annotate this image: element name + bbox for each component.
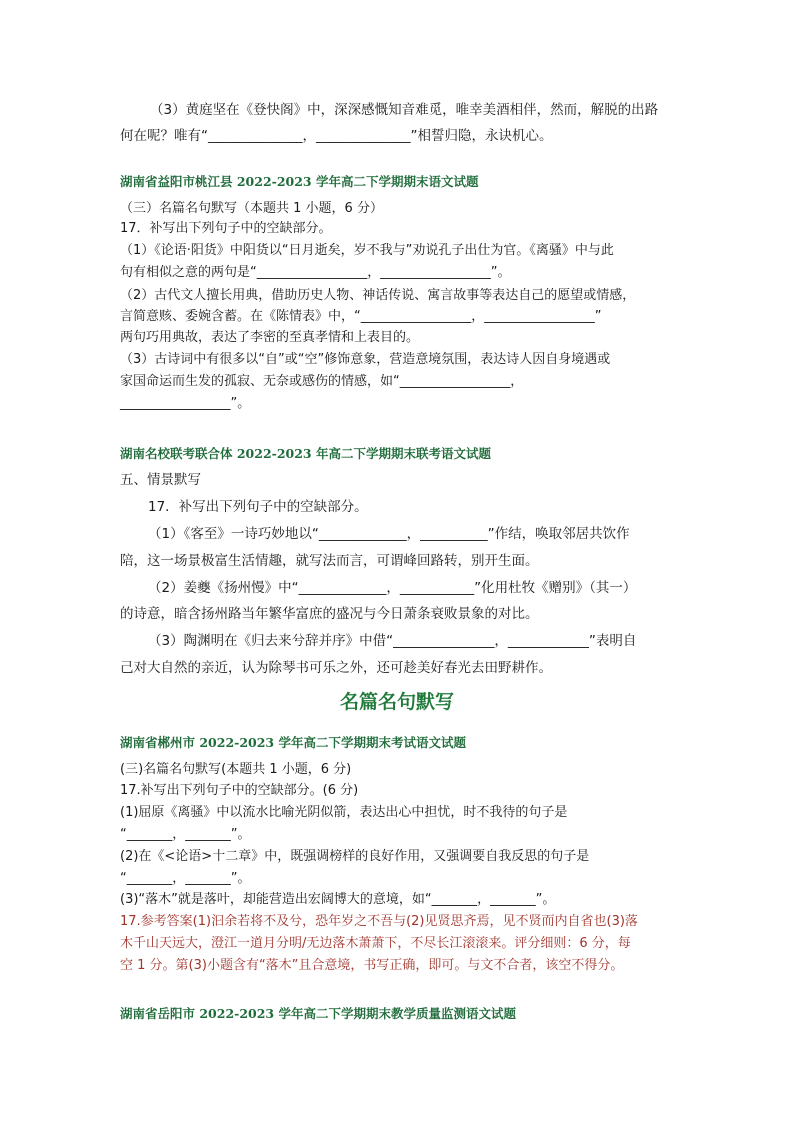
- text-line: 两句巧用典故，表达了李密的至真孝情和上表目的。: [120, 330, 420, 345]
- text-line: （三）名篇名句默写（本题共 1 小题，6 分）: [120, 201, 383, 216]
- text-line: 五、情景默写: [120, 472, 201, 488]
- text-line: （2）古代文人擅长用典，借助历史人物、神话传说、寓言故事等表达自己的愿望或情感，: [120, 288, 636, 303]
- text-line: (3)“落木”就是落叶，却能营造出宏阔博大的意境，如“_______，_______”。: [120, 892, 556, 907]
- text-line: 17．补写出下列句子中的空缺部分。: [148, 499, 368, 515]
- text-line: （3）黄庭坚在《登快阁》中，深深感慨知音难觅，唯幸美酒相伴，然而，解脱的出路: [150, 102, 659, 118]
- text-line: 17.补写出下列句子中的空缺部分。(6 分): [120, 783, 359, 798]
- section-header: 湖南省郴州市 2022-2023 学年高二下学期期末考试语文试题: [120, 735, 466, 750]
- text-line: (三)名篇名句默写(本题共 1 小题，6 分): [120, 762, 352, 777]
- text-line: “_______，_______”。: [120, 827, 251, 842]
- answer-line: 木千山天远大，澄江一道月分明/无边落木萧萧下，不尽长江滚滚来。评分细则：6 分，每: [120, 936, 631, 951]
- text-line: 的诗意，暗含扬州路当年繁华富庶的盛况与今日萧条衰败景象的对比。: [120, 606, 539, 622]
- text-line: （3）古诗词中有很多以“自”或“空”修饰意象，营造意境氛围，表达诗人因自身境遇或: [120, 352, 611, 367]
- section-header: 湖南省岳阳市 2022-2023 学年高二下学期期末教学质量监测语文试题: [120, 1006, 516, 1021]
- page-title: 名篇名句默写: [339, 691, 454, 713]
- text-line: “_______，_______”。: [120, 871, 251, 886]
- text-line: (2)在《<论语>十二章》中，既强调榜样的良好作用，又强调要自我反思的句子是: [120, 849, 590, 864]
- answer-line: 17.参考答案(1)汩余若将不及兮，恐年岁之不吾与(2)见贤思齐焉，见不贤而内自省也(3)落: [120, 914, 638, 929]
- text-line: （3）陶渊明在《归去来兮辞并序》中借“_______________，____________”表明自: [148, 633, 637, 649]
- section-header: 湖南省益阳市桃江县 2022-2023 学年高二下学期期末语文试题: [120, 174, 479, 189]
- text-line: _________________”。: [120, 396, 251, 411]
- text-line: （1）《论语·阳货》中阳货以“日月逝矣，岁不我与”劝说孔子出仕为官。《离骚》中与此: [120, 243, 614, 258]
- answer-line: 空 1 分。第(3)小题含有“落木”且合意境，书写正确，即可。与文不合者，该空不得分。: [120, 958, 624, 973]
- section-header: 湖南名校联考联合体 2022-2023 年高二下学期期末联考语文试题: [120, 446, 491, 461]
- text-line: 陪，这一场景极富生活情趣，就写法而言，可谓峰回路转，别开生面。: [120, 553, 539, 569]
- text-line: （2）姜夔《扬州慢》中“_____________，___________”化用杜牧《赠别》（其一）: [148, 580, 637, 596]
- text-line: 言简意赅、委婉含蓄。在《陈情表》中，“_________________，_________________”: [120, 309, 602, 324]
- text-line: （1）《客至》一诗巧妙地以“_____________，__________”作结，唤取邻居共饮作: [148, 526, 630, 542]
- text-line: 家国命运而生发的孤寂、无奈或感伤的情感，如“_________________，: [120, 374, 524, 389]
- text-line: 17．补写出下列句子中的空缺部分。: [120, 221, 332, 236]
- text-line: (1)屈原《离骚》中以流水比喻光阴似箭，表达出心中担忧，时不我待的句子是: [120, 805, 568, 820]
- text-line: 句有相似之意的两句是“_________________，_________________”。: [120, 265, 511, 280]
- text-line: 己对大自然的亲近，认为除琴书可乐之外，还可趁美好春光去田野耕作。: [120, 660, 552, 676]
- text-line: 何在呢？唯有“______________，______________”相誓归隐，永诀机心。: [120, 128, 553, 144]
